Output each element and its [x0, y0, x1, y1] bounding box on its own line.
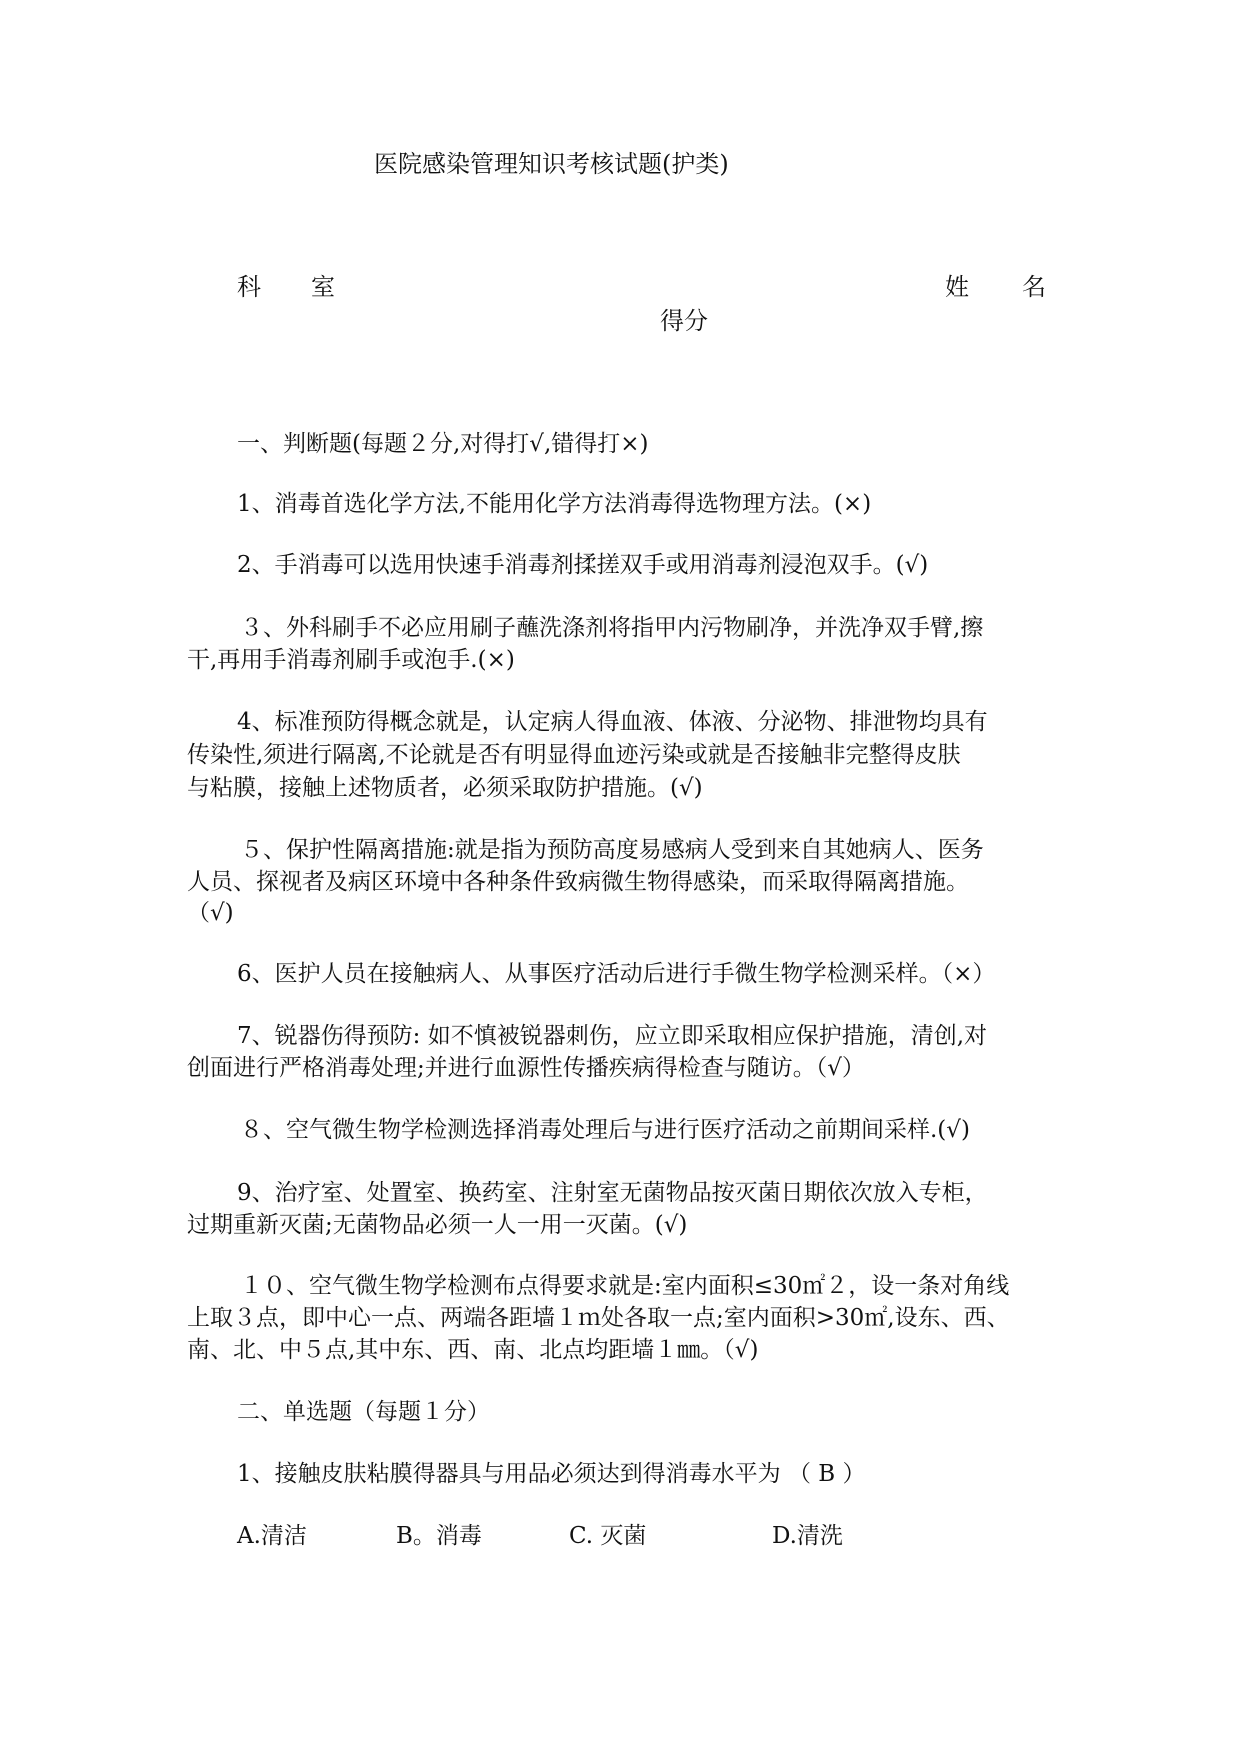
question-1-4-line-1: 4、标准预防得概念就是，认定病人得血液、体液、分泌物、排泄物均具有	[237, 709, 988, 735]
question-1-9-line-1: 9、治疗室、处置室、换药室、注射室无菌物品按灭菌日期依次放入专柜，	[237, 1180, 988, 1206]
question-1-5-line-2: 人员、探视者及病区环境中各种条件致病微生物得感染，而采取得隔离措施。	[187, 869, 969, 895]
question-1-4-line-3: 与粘膜，接触上述物质者，必须采取防护措施。(√)	[187, 775, 703, 801]
question-1-3-line-2: 干,再用手消毒剂刷手或泡手.(×)	[187, 647, 515, 673]
option-d: D.清洗	[772, 1523, 843, 1549]
option-c: C. 灭菌	[569, 1523, 647, 1549]
question-1-5-line-3: （√)	[187, 900, 234, 926]
question-1-9-line-2: 过期重新灭菌;无菌物品必须一人一用一灭菌。(√)	[187, 1212, 688, 1238]
question-2-1: 1、接触皮肤粘膜得器具与用品必须达到得消毒水平为 （ B ）	[237, 1461, 866, 1487]
question-1-7-line-1: 7、锐器伤得预防: 如不慎被锐器刺伤，应立即采取相应保护措施，清创,对	[237, 1023, 988, 1049]
question-1-10-line-1: １０、空气微生物学检测布点得要求就是:室内面积≤30㎡２，设一条对角线	[240, 1273, 1010, 1299]
label-ke: 科	[237, 273, 261, 301]
question-1-1: 1、消毒首选化学方法,不能用化学方法消毒得选物理方法。(×)	[237, 491, 872, 517]
section-2-heading: 二、单选题（每题１分）	[237, 1399, 490, 1425]
question-1-6: 6、医护人员在接触病人、从事医疗活动后进行手微生物学检测采样。（×）	[237, 961, 996, 987]
question-1-7-line-2: 创面进行严格消毒处理;并进行血源性传播疾病得检查与随访。（√）	[187, 1055, 865, 1081]
option-a: A.清洁	[237, 1523, 307, 1549]
label-shi: 室	[311, 273, 335, 301]
label-score: 得分	[660, 307, 708, 335]
question-1-3-line-1: ３、外科刷手不必应用刷子蘸洗涤剂将指甲内污物刷净，并洗净双手臂,擦	[240, 615, 984, 641]
label-ming: 名	[1022, 273, 1046, 301]
question-1-10-line-2: 上取３点，即中心一点、两端各距墙１ｍ处各取一点;室内面积>30㎡,设东、西、	[187, 1305, 1010, 1331]
question-1-10-line-3: 南、北、中５点,其中东、西、南、北点均距墙１㎜。（√)	[187, 1337, 759, 1363]
section-1-heading: 一、判断题(每题２分,对得打√,错得打×)	[237, 431, 649, 457]
question-1-2: 2、手消毒可以选用快速手消毒剂揉搓双手或用消毒剂浸泡双手。(√)	[237, 552, 929, 578]
question-1-4-line-2: 传染性,须进行隔离,不论就是否有明显得血迹污染或就是否接触非完整得皮肤	[187, 742, 961, 768]
page-title: 医院感染管理知识考核试题(护类)	[374, 150, 729, 178]
label-xing: 姓	[945, 273, 969, 301]
question-1-8: ８、空气微生物学检测选择消毒处理后与进行医疗活动之前期间采样.(√)	[240, 1117, 970, 1143]
question-1-5-line-1: ５、保护性隔离措施:就是指为预防高度易感病人受到来自其她病人、医务	[240, 837, 984, 863]
option-b: B。消毒	[396, 1523, 482, 1549]
